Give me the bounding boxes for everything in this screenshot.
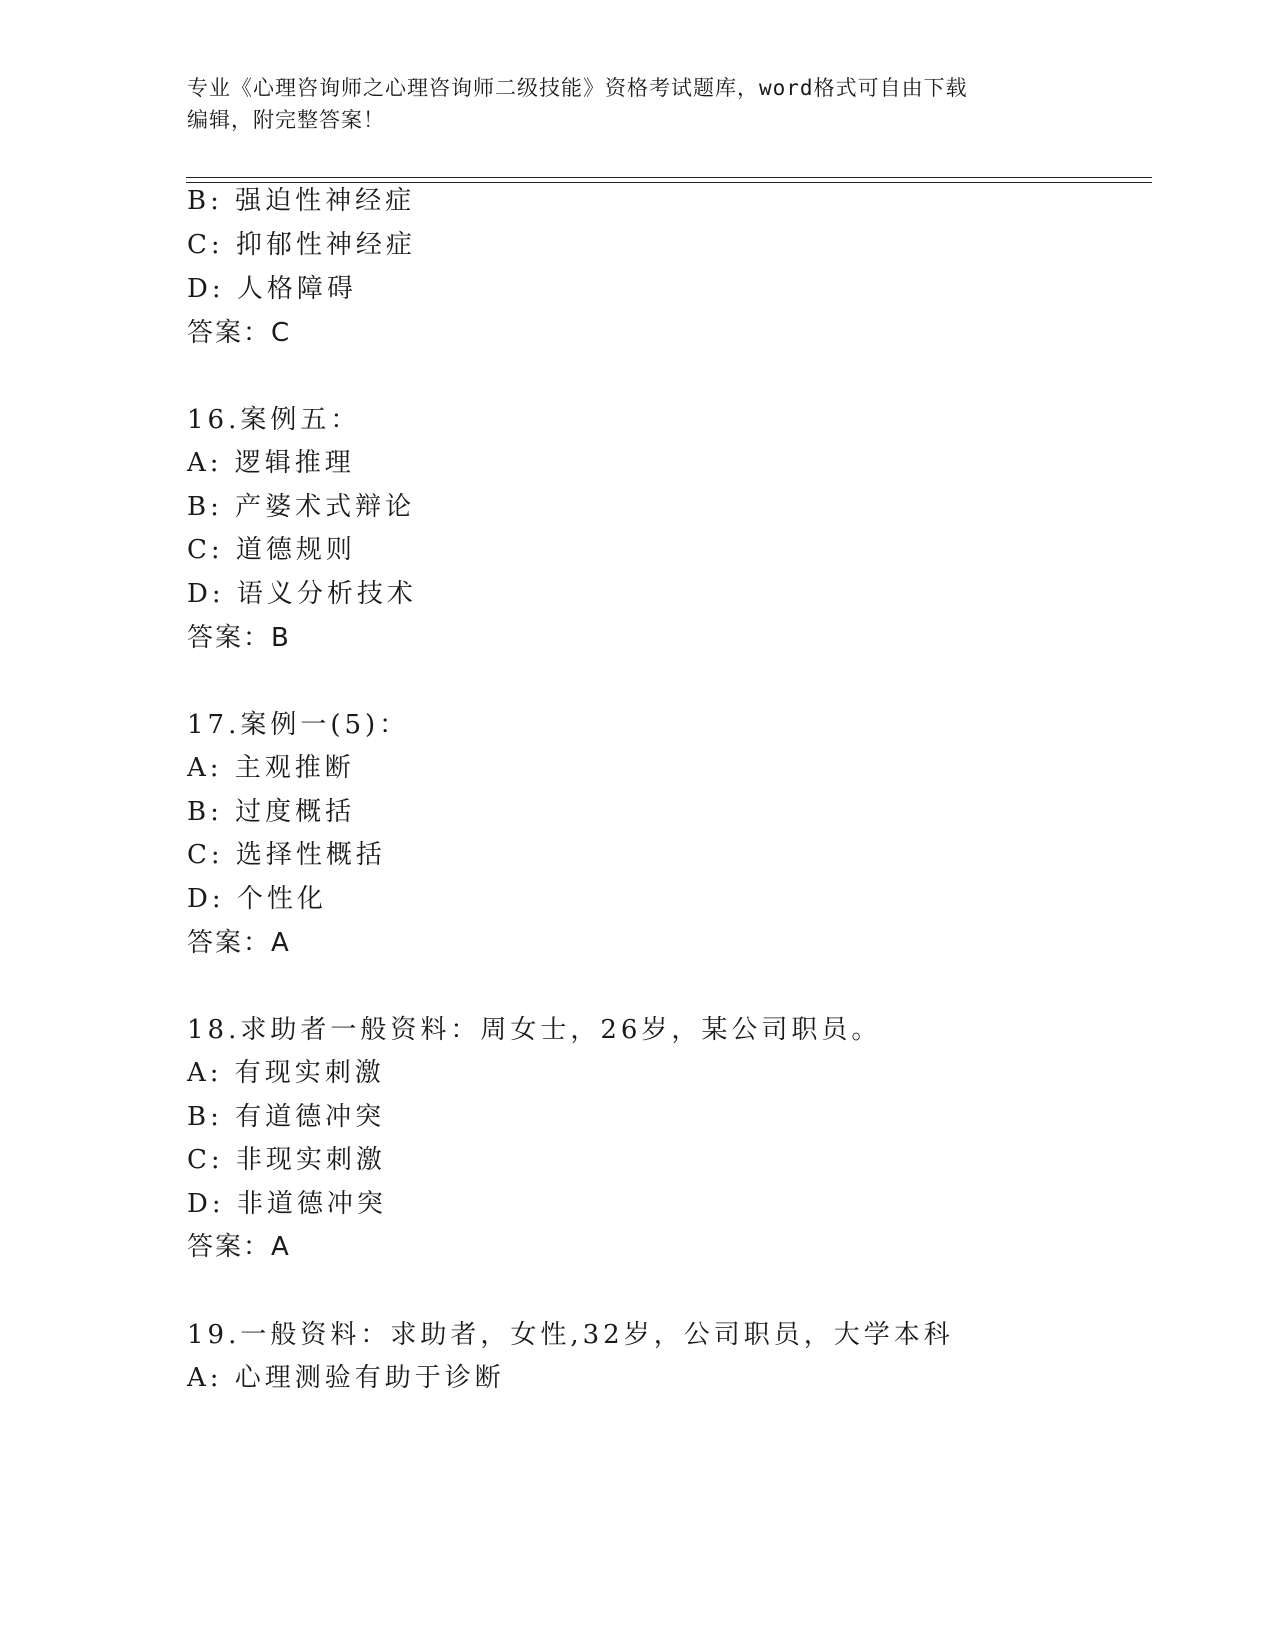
- answer-q17: 答案：A: [187, 928, 291, 958]
- option-a-q17: A: 主观推断: [187, 753, 355, 783]
- question-16: 16.案例五：: [187, 405, 361, 435]
- answer-q18: 答案：A: [187, 1232, 291, 1262]
- option-b-q17: B: 过度概括: [187, 797, 356, 827]
- answer-q15: 答案：C: [187, 318, 292, 348]
- option-c-q15: C: 抑郁性神经症: [187, 230, 416, 260]
- header-divider-top: [186, 177, 1152, 178]
- option-b-q18: B: 有道德冲突: [187, 1102, 386, 1132]
- document-header: [187, 72, 1067, 136]
- option-d-q16: D: 语义分析技术: [187, 579, 417, 609]
- option-d-q15: D: 人格障碍: [187, 274, 357, 304]
- option-c-q16: C: 道德规则: [187, 535, 356, 565]
- option-c-q17: C: 选择性概括: [187, 840, 386, 870]
- option-d-q18: D: 非道德冲突: [187, 1189, 387, 1219]
- question-19: 19.一般资料：求助者，女性,32岁，公司职员，大学本科: [187, 1320, 954, 1350]
- header-divider-bottom: [186, 182, 1152, 183]
- header-line-2: 编辑，附完整答案！: [187, 108, 385, 132]
- option-a-q19: A: 心理测验有助于诊断: [187, 1363, 505, 1393]
- header-line-1: 专业《心理咨询师之心理咨询师二级技能》资格考试题库，word格式可自由下载: [187, 76, 968, 100]
- option-b-q15: B: 强迫性神经症: [187, 186, 416, 216]
- question-18: 18.求助者一般资料：周女士，26岁，某公司职员。: [187, 1015, 882, 1045]
- option-d-q17: D: 个性化: [187, 884, 327, 914]
- option-a-q18: A: 有现实刺激: [187, 1058, 385, 1088]
- option-a-q16: A: 逻辑推理: [187, 448, 355, 478]
- question-17: 17.案例一(5)：: [187, 710, 410, 740]
- option-c-q18: C: 非现实刺激: [187, 1145, 386, 1175]
- answer-q16: 答案：B: [187, 623, 291, 653]
- option-b-q16: B: 产婆术式辩论: [187, 492, 416, 522]
